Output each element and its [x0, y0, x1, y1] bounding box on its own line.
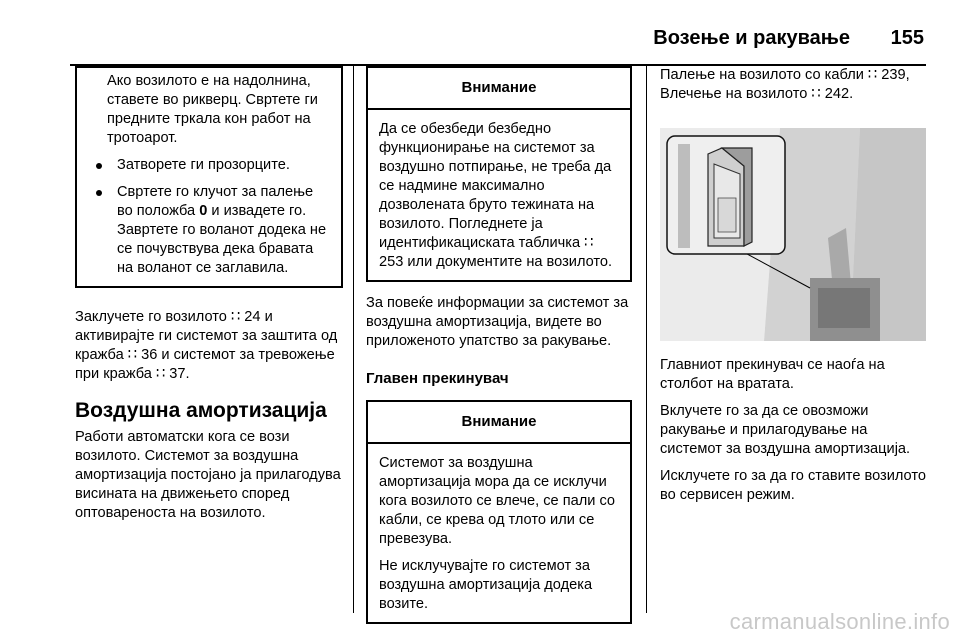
section-heading: Воздушна амортизација: [75, 399, 327, 422]
bullet-text-post: и извадете го. Завртете го воланот додека не се почувствува дека бравата на воланот се заглавила.: [117, 203, 327, 276]
warning-box-text: Да се обезбеди безбедно функционирање на системот за воздушно потпирање, не треба да се надмине максимално дозволената бруто тежината на возилото. Погледнете ја идентификациската табличка ∷ 253 или документите на возилото.: [379, 121, 613, 270]
bullet-text-bold: 0: [199, 203, 208, 219]
warning-box-body: [368, 444, 630, 622]
figure-caption: Главниот прекинувач се наоѓа на столбот на вратата.: [660, 357, 885, 392]
warning-box-text: Не исклучувајте го системот за воздушна амортизација додека возите.: [379, 558, 593, 612]
column-left: [75, 66, 343, 523]
subsection-heading: Главен прекинувач: [366, 370, 509, 387]
door-pillar-switch-illustration: [660, 128, 926, 341]
warning-box-title: Внимание: [368, 68, 630, 110]
warning-box-title: Внимание: [368, 402, 630, 444]
switch-off-paragraph: Исклучете го за да го ставите возилото во сервисен режим.: [660, 468, 926, 503]
column-right-lower: [660, 356, 926, 505]
column-divider-right: [646, 65, 647, 613]
instructions-box: [75, 66, 343, 288]
air-suspension-paragraph: Работи автоматски кога се вози возилото. Системот за воздушна амортизација постојано ја прилагодува висината на движењето според оптовареноста на возилото.: [75, 429, 341, 521]
warning-box-text: Системот за воздушна амортизација мора да се исклучи кога возилото се влече, се пали со кабли, се крева од тлото или се превезува.: [379, 455, 616, 547]
box-intro-text: Ако возилото е на надолнина, ставете во рикверц. Свртете ги предните тркала кон работ на тротоарот.: [107, 73, 318, 146]
warning-box: [366, 400, 632, 624]
cross-reference-paragraph: Палење на возилото со кабли ∷ 239, Влечење на возилото ∷ 242.: [660, 67, 910, 102]
watermark: carmanualsonline.info: [729, 609, 950, 634]
column-divider-left: [353, 65, 354, 613]
switch-on-paragraph: Вклучете го за да се овозможи ракување и прилагодување на системот за воздушна амортизација.: [660, 403, 911, 457]
warning-box: [366, 66, 632, 282]
bullet-text: Затворете ги прозорците.: [117, 157, 290, 173]
section-title: Возење и ракување: [653, 27, 850, 49]
main-switch-illustration: [660, 128, 926, 341]
bullet-dot: [96, 163, 102, 169]
column-middle: [366, 66, 632, 624]
lock-paragraph: Заклучете го возилото ∷ 24 и активирајте ги системот за заштита од кражба ∷ 36 и системот за тревожење при кражба ∷ 37.: [75, 309, 338, 382]
bullet-dot: [96, 190, 102, 196]
bullet-text-pre: Свртете го клучот за палење во положба: [117, 184, 314, 219]
column-right: [660, 66, 926, 104]
bullet-item: [87, 183, 331, 278]
page-header: [0, 18, 960, 58]
info-paragraph: За повеќе информации за системот за воздушна амортизација, видете во приложеното упатство за ракување.: [366, 295, 629, 349]
page-number: 155: [890, 27, 924, 49]
bullet-item: [87, 156, 331, 175]
